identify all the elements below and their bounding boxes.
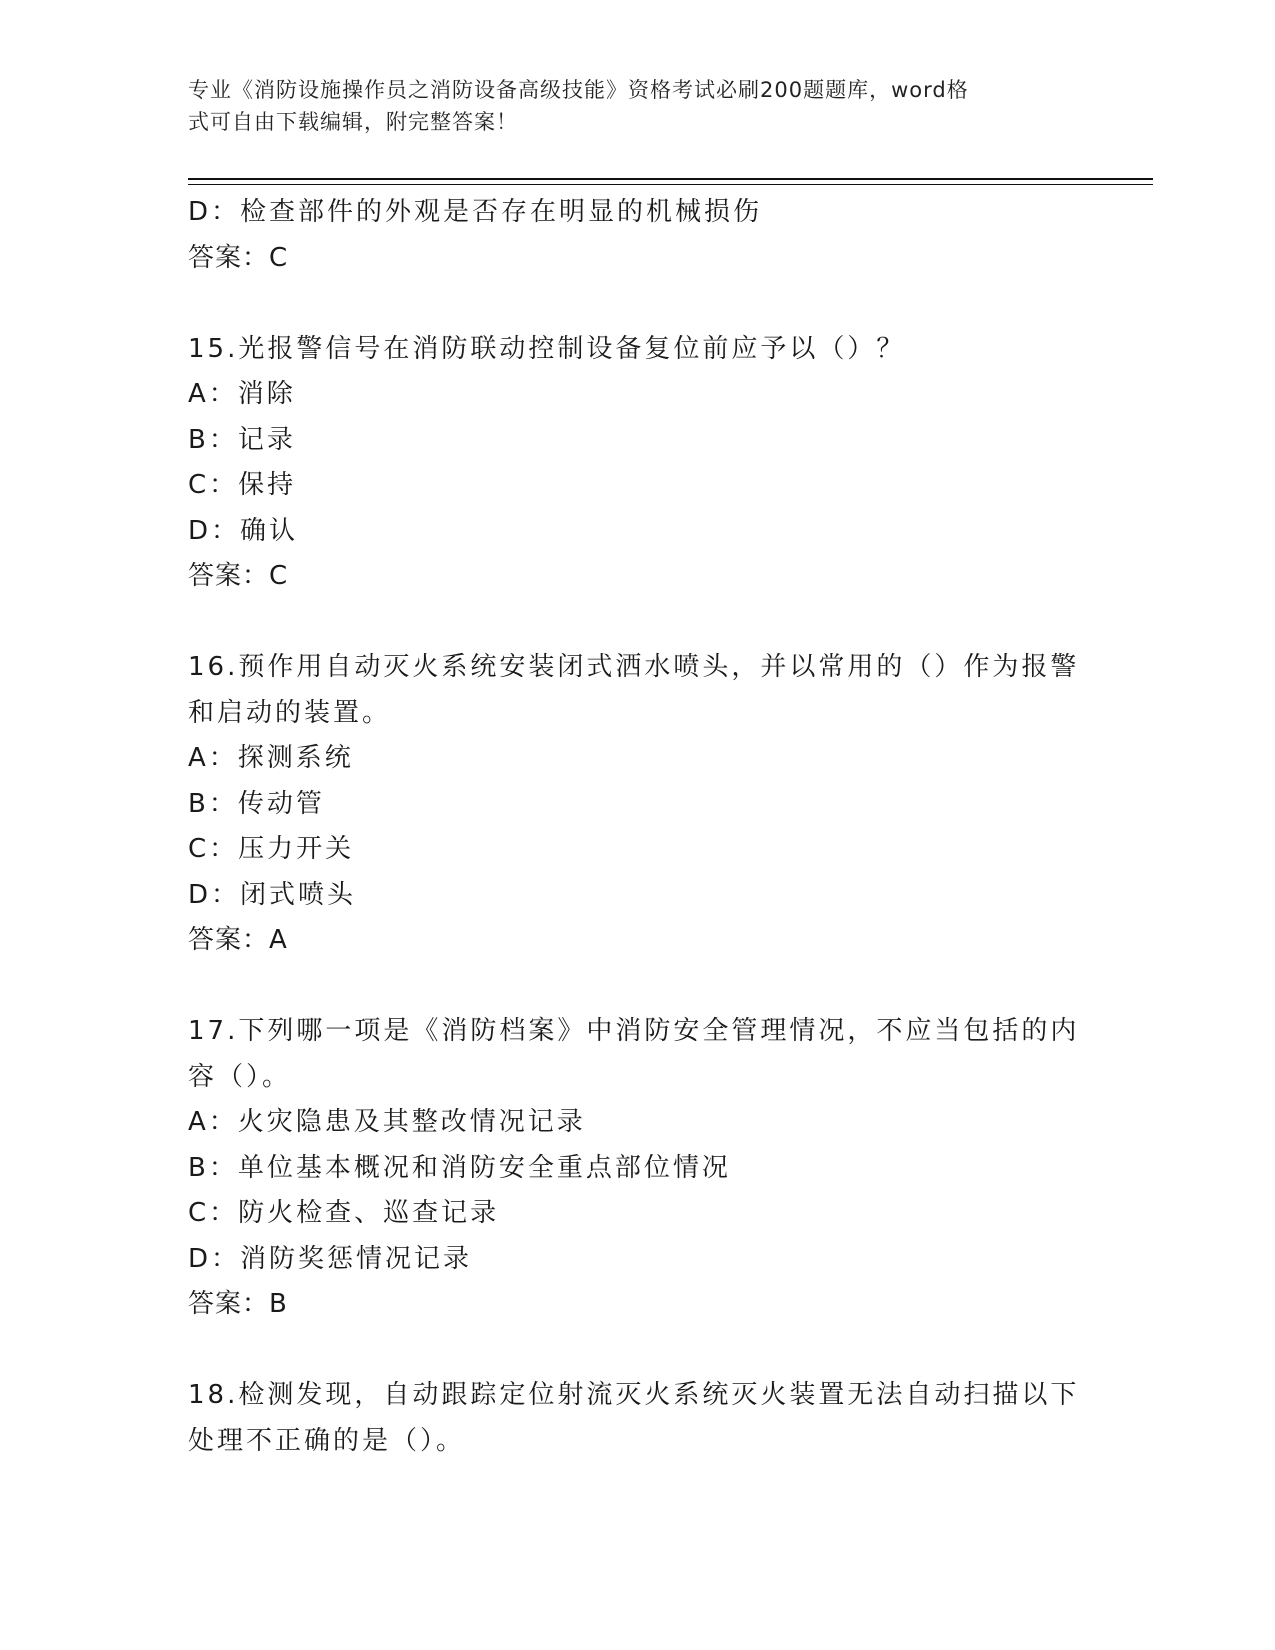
question-stem-continued: 容（）。 bbox=[188, 1061, 292, 1092]
option-a: A：火灾隐患及其整改情况记录 bbox=[188, 1107, 586, 1137]
option-d: D：闭式喷头 bbox=[188, 879, 357, 910]
header-line-2: 式可自由下载编辑，附完整答案！ bbox=[188, 110, 518, 134]
answer-line: 答案：B bbox=[188, 1289, 288, 1319]
option-c: C：防火检查、巡查记录 bbox=[188, 1198, 500, 1228]
question-stem: 16.预作用自动灭火系统安装闭式洒水喷头，并以常用的（）作为报警 bbox=[188, 652, 1080, 682]
question-stem: 17.下列哪一项是《消防档案》中消防安全管理情况，不应当包括的内 bbox=[188, 1016, 1080, 1046]
question-15 bbox=[188, 327, 1088, 600]
option-a: A：探测系统 bbox=[188, 743, 354, 773]
question-17 bbox=[188, 1009, 1088, 1328]
answer-line: 答案：A bbox=[188, 925, 288, 955]
question-list bbox=[188, 190, 1088, 1464]
option-c: C：压力开关 bbox=[188, 834, 355, 864]
spacer bbox=[188, 964, 1088, 1010]
question-16 bbox=[188, 645, 1088, 964]
question-stem: 15.光报警信号在消防联动控制设备复位前应予以（）？ bbox=[188, 333, 906, 364]
header-line-1: 专业《消防设施操作员之消防设备高级技能》资格考试必刷200题题库，word格 bbox=[188, 78, 969, 102]
answer-line: 答案：C bbox=[188, 561, 289, 591]
document-header bbox=[188, 74, 1068, 138]
spacer bbox=[188, 281, 1088, 327]
spacer bbox=[188, 1328, 1088, 1374]
option-b: B：传动管 bbox=[188, 788, 325, 819]
question-18 bbox=[188, 1373, 1088, 1464]
option-a: A：消除 bbox=[188, 379, 296, 409]
option-c: C：保持 bbox=[188, 470, 297, 500]
option-b: B：单位基本概况和消防安全重点部位情况 bbox=[188, 1152, 731, 1183]
spacer bbox=[188, 600, 1088, 646]
answer-line: 答案：C bbox=[188, 242, 289, 273]
question-stem-continued: 处理不正确的是（）。 bbox=[188, 1425, 466, 1456]
previous-question-tail bbox=[188, 190, 1088, 281]
question-stem: 18.检测发现，自动跟踪定位射流灭火系统灭火装置无法自动扫描以下 bbox=[188, 1380, 1080, 1410]
option-d: D：消防奖惩情况记录 bbox=[188, 1243, 473, 1274]
header-divider-thick bbox=[188, 178, 1153, 180]
option-b: B：记录 bbox=[188, 424, 296, 455]
option-d: D：检查部件的外观是否存在明显的机械损伤 bbox=[188, 197, 763, 227]
option-d: D：确认 bbox=[188, 515, 299, 546]
header-divider-thin bbox=[188, 184, 1153, 185]
question-stem-continued: 和启动的装置。 bbox=[188, 697, 392, 728]
